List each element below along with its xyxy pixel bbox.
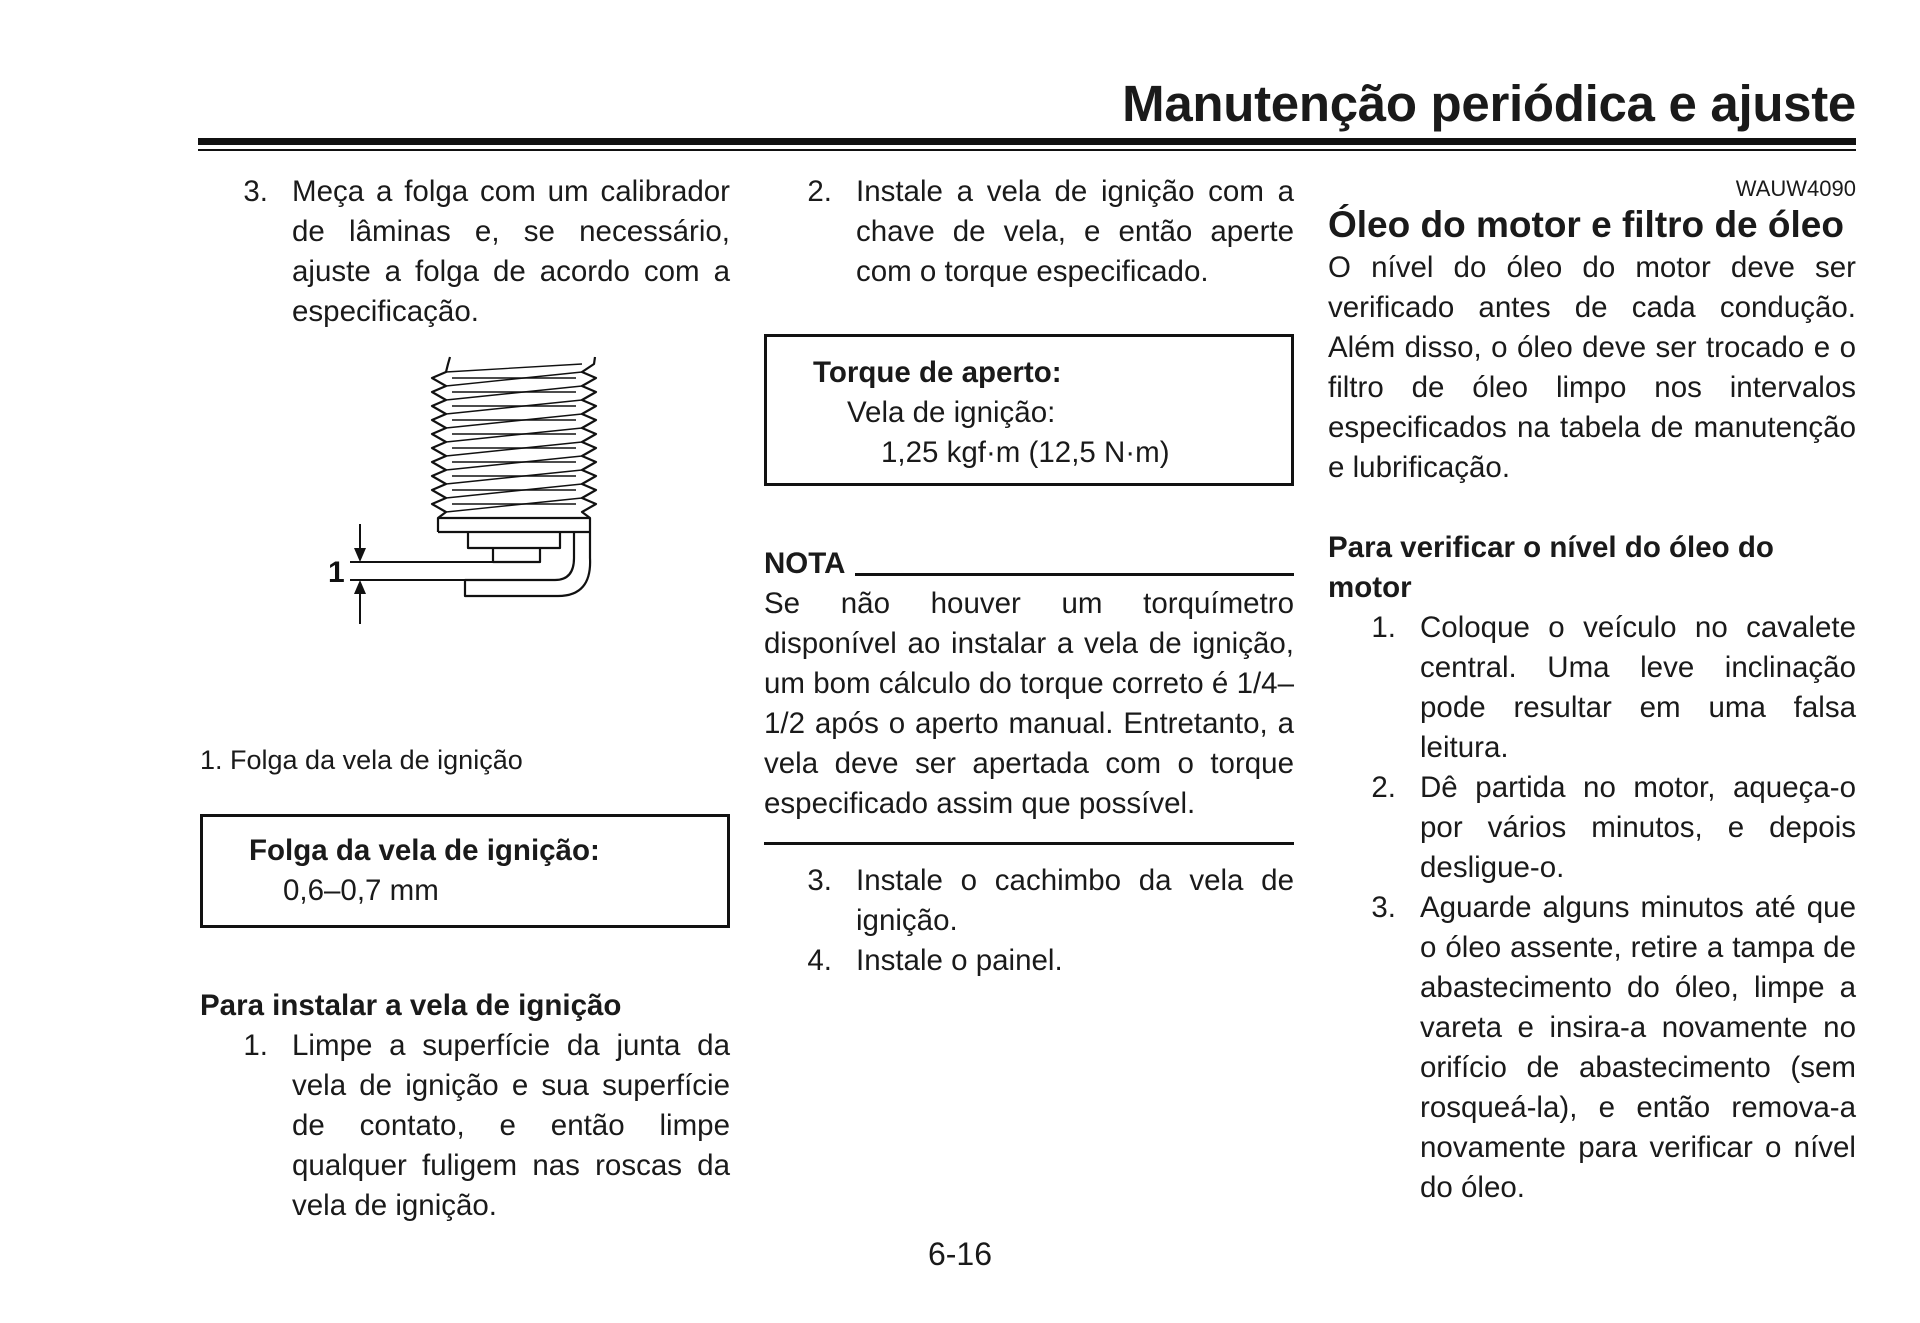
section-intro: O nível do óleo do motor deve ser verificado antes de cada condução. Além disso, o óleo deve ser trocado e o filtro de óleo limpo nos intervalos especificados na tabela de manutenção e lubrificação.	[1328, 251, 1856, 484]
page-number: 6-16	[927, 1236, 993, 1272]
section-code: WAUW4090	[1735, 176, 1856, 201]
step-text: Limpe a superfície da junta da vela de ignição e sua superfície de contato, e então limpe qualquer fuligem nas roscas da vela de ignição.	[292, 1029, 730, 1222]
nota-text: Se não houver um torquímetro disponível ao instalar a vela de ignição, um bom cálculo do torque correto é 1/4–1/2 após o aperto manual. Entretanto, a vela deve ser apertada com o torque especificado assim que possível.	[764, 587, 1294, 820]
step-text: Aguarde alguns minutos até que o óleo assente, retire a tampa de abastecimento do óleo, limpe a vareta e insira-a novamente no orifício de abastecimento (sem rosqueá-la), e então remova-a novamente para verificar o nível do óleo.	[1420, 891, 1856, 1204]
step-number: 3.	[243, 175, 268, 208]
header-rule-thick	[198, 138, 1856, 145]
step-text: Coloque o veículo no cavalete central. Uma leve inclinação pode resultar em uma falsa leitura.	[1420, 611, 1856, 764]
section-title: Óleo do motor e filtro de óleo	[1328, 204, 1844, 245]
torque-spec-box	[764, 334, 1294, 486]
step-3-install-cap	[764, 861, 1294, 941]
step-4-install-panel	[764, 941, 1294, 981]
check-step-3	[1328, 888, 1856, 1208]
insulator-tip	[468, 532, 560, 548]
step-text: Dê partida no motor, aqueça-o por vários minutos, e depois desligue-o.	[1420, 771, 1856, 884]
install-step-1	[200, 1026, 730, 1226]
step-text: Instale a vela de ignição com a chave de vela, e então aperte com o torque especificado.	[856, 175, 1294, 288]
spark-plug-gap-figure	[200, 332, 730, 742]
spark-plug-diagram	[200, 352, 730, 752]
nota-header	[764, 544, 1294, 584]
gap-arrow-up	[354, 580, 366, 594]
gap-callout-label: 1	[328, 556, 345, 589]
figure-caption: 1. Folga da vela de ignição	[200, 745, 523, 775]
step-number: 3.	[1371, 891, 1396, 924]
step-number: 2.	[807, 175, 832, 208]
step-3-gap-measure	[200, 172, 730, 332]
step-number: 4.	[807, 944, 832, 977]
nota-end-rule	[764, 842, 1294, 845]
torque-box-title: Torque de aperto:	[813, 356, 1062, 389]
thread-right-edge	[582, 357, 596, 532]
column-2	[764, 172, 1294, 981]
header-rule-thin	[198, 149, 1856, 151]
step-number: 2.	[1371, 771, 1396, 804]
nota-rule	[855, 573, 1294, 576]
column-1	[200, 172, 730, 1226]
plug-base	[438, 518, 590, 532]
spec-box-title: Folga da vela de ignição:	[249, 834, 600, 867]
check-step-1	[1328, 608, 1856, 768]
spec-box-value: 0,6–0,7 mm	[283, 874, 439, 907]
install-heading: Para instalar a vela de ignição	[200, 989, 622, 1022]
check-step-2	[1328, 768, 1856, 888]
torque-box-value: 1,25 kgf·m (12,5 N·m)	[881, 436, 1170, 469]
gap-arrow-down	[354, 548, 366, 562]
torque-box-item: Vela de ignição:	[847, 396, 1056, 429]
step-number: 3.	[807, 864, 832, 897]
page-title: Manutenção periódica e ajuste	[1122, 75, 1856, 132]
ground-electrode	[465, 532, 590, 596]
step-2-install-plug	[764, 172, 1294, 292]
column-3	[1328, 172, 1856, 1208]
step-text: Instale o painel.	[856, 944, 1063, 977]
check-heading: Para verificar o nível do óleo do motor	[1328, 531, 1774, 604]
step-number: 1.	[243, 1029, 268, 1062]
thread-left-edge	[432, 357, 450, 532]
gap-reference-lines	[350, 562, 500, 580]
gap-spec-box	[200, 814, 730, 928]
step-text: Instale o cachimbo da vela de ignição.	[856, 864, 1294, 937]
center-electrode	[493, 548, 540, 562]
step-number: 1.	[1371, 611, 1396, 644]
step-text: Meça a folga com um calibrador de lâminas e, se necessário, ajuste a folga de acordo com a especificação.	[292, 175, 730, 328]
nota-label: NOTA	[764, 547, 846, 580]
